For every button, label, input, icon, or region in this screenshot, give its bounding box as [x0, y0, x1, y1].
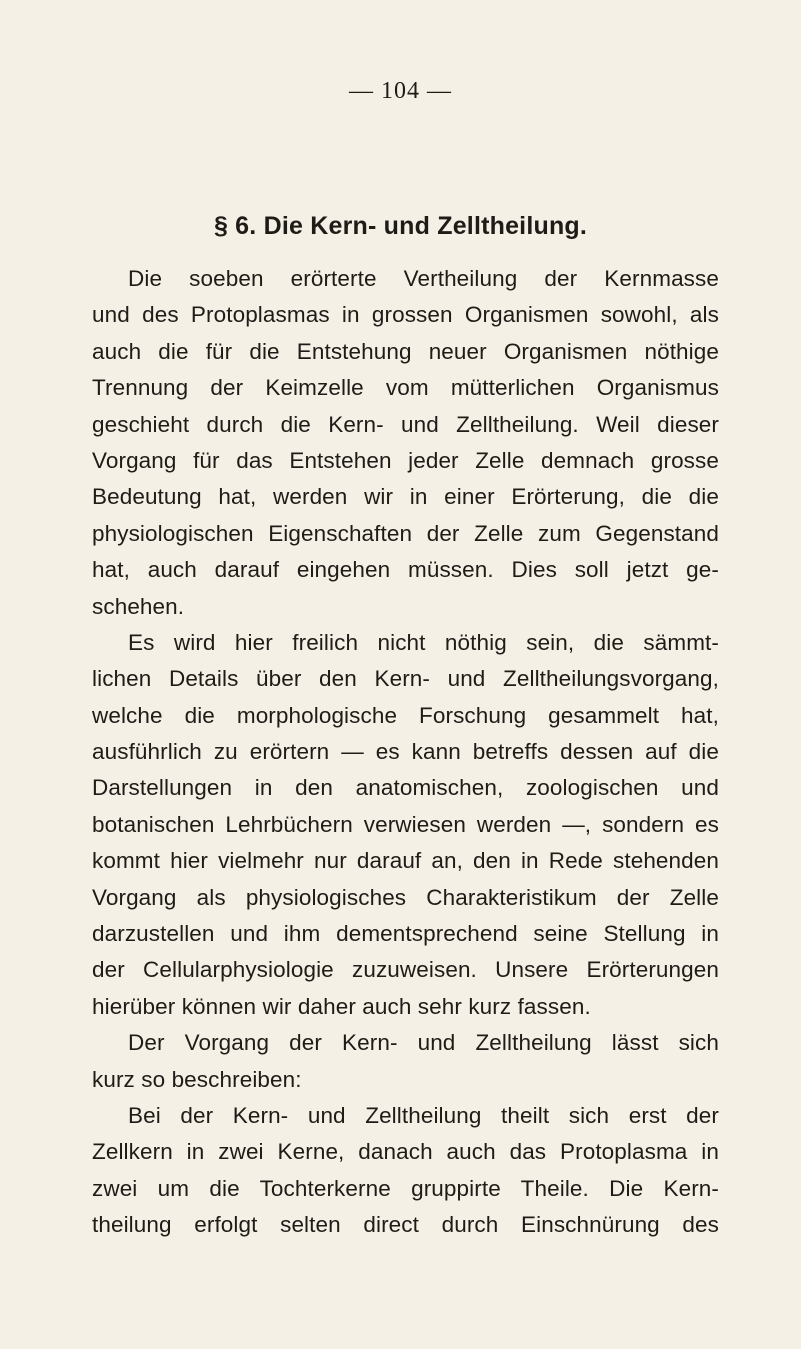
text-line: Die soeben erörterte Vertheilung der Kernmasse — [128, 266, 719, 291]
text-line: Darstellungen in den anatomischen, zoologischen und — [92, 775, 719, 801]
text-line: zwei um die Tochterkerne gruppirte Theile. Die Kern- — [92, 1175, 719, 1201]
text-line: kurz so beschreiben: — [92, 1066, 302, 1092]
text-line: auch die für die Entstehung neuer Organismen nöthige — [92, 338, 719, 364]
text-line: kommt hier vielmehr nur darauf an, den in Rede stehenden — [92, 848, 719, 874]
text-line: botanischen Lehrbüchern verwiesen werden —, sondern es — [92, 811, 719, 837]
text-line: welche die morphologische Forschung gesammelt hat, — [92, 702, 719, 728]
text-line: theilung erfolgt selten direct durch Einschnürung des — [92, 1212, 719, 1238]
text-line: ausführlich zu erörtern — es kann betreffs dessen auf die — [92, 739, 719, 765]
text-line: Trennung der Keimzelle vom mütterlichen Organismus — [92, 375, 719, 401]
text-line: darzustellen und ihm dementsprechend seine Stellung in — [92, 921, 719, 947]
text-line: und des Protoplasmas in grossen Organismen sowohl, als — [92, 302, 719, 328]
page-number: — 104 — — [349, 78, 452, 104]
text-line: Vorgang für das Entstehen jeder Zelle demnach grosse — [92, 447, 719, 473]
text-line: physiologischen Eigenschaften der Zelle zum Gegenstand — [92, 520, 719, 546]
text-line: Bedeutung hat, werden wir in einer Erörterung, die die — [92, 484, 719, 510]
text-line: Es wird hier freilich nicht nöthig sein, die sämmt- — [128, 629, 719, 655]
section-heading: § 6. Die Kern- und Zelltheilung. — [213, 212, 588, 240]
text-line: Vorgang als physiologisches Charakteristikum der Zelle — [92, 884, 719, 910]
text-line: Der Vorgang der Kern- und Zelltheilung lässt sich — [128, 1030, 719, 1056]
text-line: geschieht durch die Kern- und Zelltheilung. Weil dieser — [92, 411, 719, 437]
text-line: Zellkern in zwei Kerne, danach auch das Protoplasma in — [92, 1139, 719, 1165]
text-line: hat, auch darauf eingehen müssen. Dies soll jetzt ge- — [92, 557, 719, 583]
body-text — [92, 261, 719, 1244]
text-line: der Cellularphysiologie zuzuweisen. Unsere Erörterungen — [92, 957, 719, 983]
text-line: lichen Details über den Kern- und Zelltheilungsvorgang, — [92, 666, 719, 692]
text-line: schehen. — [92, 593, 185, 619]
text-line: hierüber können wir daher auch sehr kurz fassen. — [92, 993, 591, 1019]
text-line: Bei der Kern- und Zelltheilung theilt sich erst der — [128, 1102, 719, 1128]
